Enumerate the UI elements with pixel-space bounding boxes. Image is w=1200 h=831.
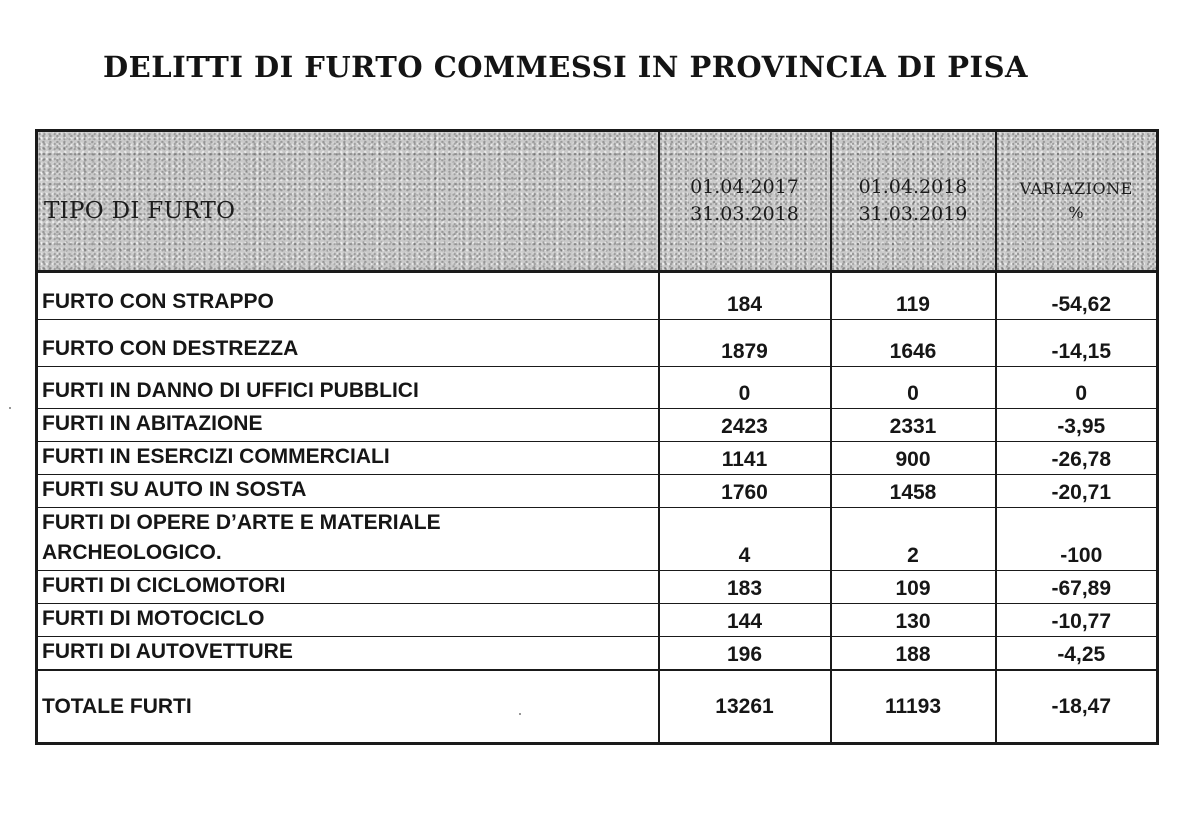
table-row: [37, 508, 1158, 571]
table-row: [37, 409, 1158, 442]
row-variation: -26,78: [996, 442, 1158, 475]
row-label: [37, 508, 659, 571]
row-label: FURTI DI MOTOCICLO: [37, 604, 659, 637]
row-value-period1: 183: [659, 571, 831, 604]
row-variation: -14,15: [996, 320, 1158, 367]
row-value-period1: 1141: [659, 442, 831, 475]
row-label-line1: FURTI DI OPERE D’ARTE E MATERIALE: [42, 511, 441, 534]
row-variation: -10,77: [996, 604, 1158, 637]
row-value-period2: 130: [831, 604, 996, 637]
table-row: [37, 367, 1158, 409]
row-variation: -54,62: [996, 272, 1158, 320]
row-value-period2: 119: [831, 272, 996, 320]
row-value-period1: 144: [659, 604, 831, 637]
row-label: FURTO CON STRAPPO: [37, 272, 659, 320]
row-value-period2: 900: [831, 442, 996, 475]
row-value-period1: 1879: [659, 320, 831, 367]
table-row: [37, 604, 1158, 637]
row-label: FURTI IN ABITAZIONE: [37, 409, 659, 442]
row-value-period2: 1458: [831, 475, 996, 508]
header-period2-start: 01.04.2018: [858, 176, 968, 198]
header-variazione-unit: %: [1068, 203, 1085, 222]
theft-statistics-table-container: [35, 129, 1156, 745]
row-value-period2: 0: [831, 367, 996, 409]
row-value-period1: 2423: [659, 409, 831, 442]
row-value-period2: 188: [831, 637, 996, 671]
scan-speck: [519, 713, 521, 715]
row-value-period2: 2331: [831, 409, 996, 442]
theft-statistics-table: [35, 129, 1159, 745]
table-row: [37, 571, 1158, 604]
row-label: FURTI DI AUTOVETTURE: [37, 637, 659, 671]
row-label: FURTO CON DESTREZZA: [37, 320, 659, 367]
table-row: [37, 442, 1158, 475]
row-value-period2: 109: [831, 571, 996, 604]
row-value-period1: 0: [659, 367, 831, 409]
row-value-period1: 1760: [659, 475, 831, 508]
row-value-period1: 4: [659, 508, 831, 571]
row-variation: -3,95: [996, 409, 1158, 442]
header-period-2017-2018: [659, 131, 831, 272]
row-value-period1: 184: [659, 272, 831, 320]
row-variation: -4,25: [996, 637, 1158, 671]
row-value-period1: 196: [659, 637, 831, 671]
total-label: TOTALE FURTI: [37, 670, 659, 744]
row-variation: 0: [996, 367, 1158, 409]
header-period1-end: 31.03.2018: [690, 203, 799, 225]
table-row: [37, 320, 1158, 367]
header-period2-end: 31.03.2019: [858, 203, 968, 225]
header-tipo-di-furto: TIPO DI FURTO: [37, 131, 659, 272]
row-label: FURTI IN DANNO DI UFFICI PUBBLICI: [37, 367, 659, 409]
row-variation: -67,89: [996, 571, 1158, 604]
row-label-line2: ARCHEOLOGICO.: [42, 541, 222, 564]
row-label: FURTI DI CICLOMOTORI: [37, 571, 659, 604]
header-variazione: [996, 131, 1158, 272]
table-row: [37, 272, 1158, 320]
row-label: FURTI SU AUTO IN SOSTA: [37, 475, 659, 508]
header-period1-start: 01.04.2017: [690, 176, 799, 198]
row-value-period2: 2: [831, 508, 996, 571]
header-period-2018-2019: [831, 131, 996, 272]
table-row: [37, 637, 1158, 671]
row-label: FURTI IN ESERCIZI COMMERCIALI: [37, 442, 659, 475]
document-title: DELITTI DI FURTO COMMESSI IN PROVINCIA DI PISA: [103, 50, 1029, 84]
total-value-period2: 11193: [831, 670, 996, 744]
table-header-row: [37, 131, 1158, 272]
table-row: [37, 475, 1158, 508]
total-value-period1: 13261: [659, 670, 831, 744]
header-variazione-label: VARIAZIONE: [1019, 179, 1133, 198]
scan-speck: [9, 407, 11, 409]
row-variation: -100: [996, 508, 1158, 571]
row-variation: -20,71: [996, 475, 1158, 508]
total-variation: -18,47: [996, 670, 1158, 744]
total-row: [37, 670, 1158, 744]
row-value-period2: 1646: [831, 320, 996, 367]
